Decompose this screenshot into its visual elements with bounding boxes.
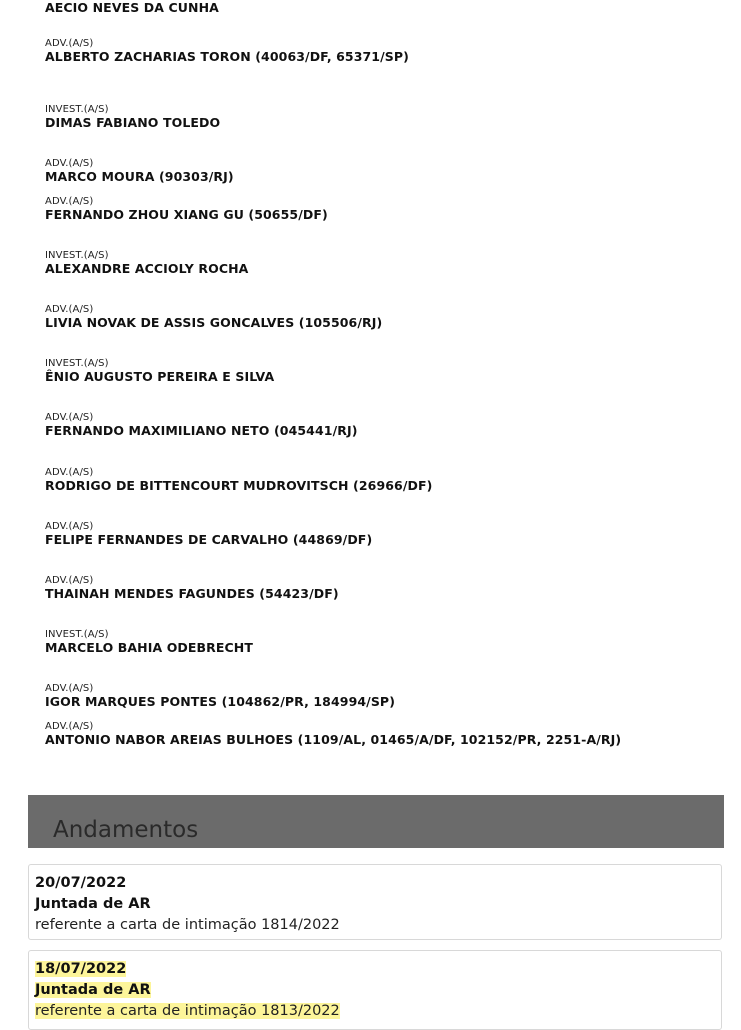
andamento-date: 20/07/2022 — [35, 875, 127, 891]
party-name: MARCELO BAHIA ODEBRECHT — [45, 640, 253, 655]
party-entry — [45, 38, 409, 64]
party-role: ADV.(A/S) — [45, 412, 94, 423]
party-role: ADV.(A/S) — [45, 196, 94, 207]
party-name: FERNANDO MAXIMILIANO NETO (045441/RJ) — [45, 423, 358, 438]
party-entry — [45, 304, 382, 330]
party-name: AECIO NEVES DA CUNHA — [45, 0, 219, 15]
party-role: ADV.(A/S) — [45, 521, 94, 532]
party-entry — [45, 250, 248, 276]
party-role: ADV.(A/S) — [45, 721, 94, 732]
party-entry — [45, 629, 253, 655]
party-entry — [45, 467, 432, 493]
party-name: THAINAH MENDES FAGUNDES (54423/DF) — [45, 586, 339, 601]
party-entry — [45, 721, 621, 747]
party-entry — [45, 104, 220, 130]
party-name: ÊNIO AUGUSTO PEREIRA E SILVA — [45, 369, 275, 384]
andamento-card — [28, 864, 722, 940]
party-role: ADV.(A/S) — [45, 158, 94, 169]
party-entry — [45, 575, 339, 601]
party-role: INVEST.(A/S) — [45, 250, 109, 261]
party-role: ADV.(A/S) — [45, 467, 94, 478]
party-entry — [45, 0, 219, 15]
party-name: MARCO MOURA (90303/RJ) — [45, 169, 234, 184]
party-name: FELIPE FERNANDES DE CARVALHO (44869/DF) — [45, 532, 373, 547]
party-name: LIVIA NOVAK DE ASSIS GONCALVES (105506/RJ) — [45, 315, 383, 330]
andamento-title: Juntada de AR — [35, 982, 151, 998]
party-role: INVEST.(A/S) — [45, 104, 109, 115]
party-name: DIMAS FABIANO TOLEDO — [45, 115, 221, 130]
party-name: FERNANDO ZHOU XIANG GU (50655/DF) — [45, 207, 328, 222]
party-name: ANTONIO NABOR AREIAS BULHOES (1109/AL, 01465/A/DF, 102152/PR, 2251-A/RJ) — [45, 732, 622, 747]
party-entry — [45, 196, 328, 222]
party-name: ALEXANDRE ACCIOLY ROCHA — [45, 261, 249, 276]
party-entry — [45, 158, 234, 184]
party-role: INVEST.(A/S) — [45, 629, 109, 640]
party-role: INVEST.(A/S) — [45, 358, 109, 369]
andamento-title: Juntada de AR — [35, 896, 151, 912]
andamento-date: 18/07/2022 — [35, 961, 127, 977]
party-entry — [45, 683, 395, 709]
andamentos-header — [28, 795, 724, 848]
andamentos-title: Andamentos — [53, 817, 199, 843]
party-entry — [45, 358, 274, 384]
andamento-description: referente a carta de intimação 1813/2022 — [35, 1003, 340, 1019]
party-role: ADV.(A/S) — [45, 683, 94, 694]
party-name: IGOR MARQUES PONTES (104862/PR, 184994/SP) — [45, 694, 396, 709]
party-role: ADV.(A/S) — [45, 575, 94, 586]
party-role: ADV.(A/S) — [45, 38, 94, 49]
party-entry — [45, 521, 372, 547]
party-name: RODRIGO DE BITTENCOURT MUDROVITSCH (26966/DF) — [45, 478, 433, 493]
party-role: ADV.(A/S) — [45, 304, 94, 315]
party-entry — [45, 412, 358, 438]
andamento-description: referente a carta de intimação 1814/2022 — [35, 917, 340, 933]
andamento-card-highlighted — [28, 950, 722, 1030]
party-name: ALBERTO ZACHARIAS TORON (40063/DF, 65371/SP) — [45, 49, 409, 64]
